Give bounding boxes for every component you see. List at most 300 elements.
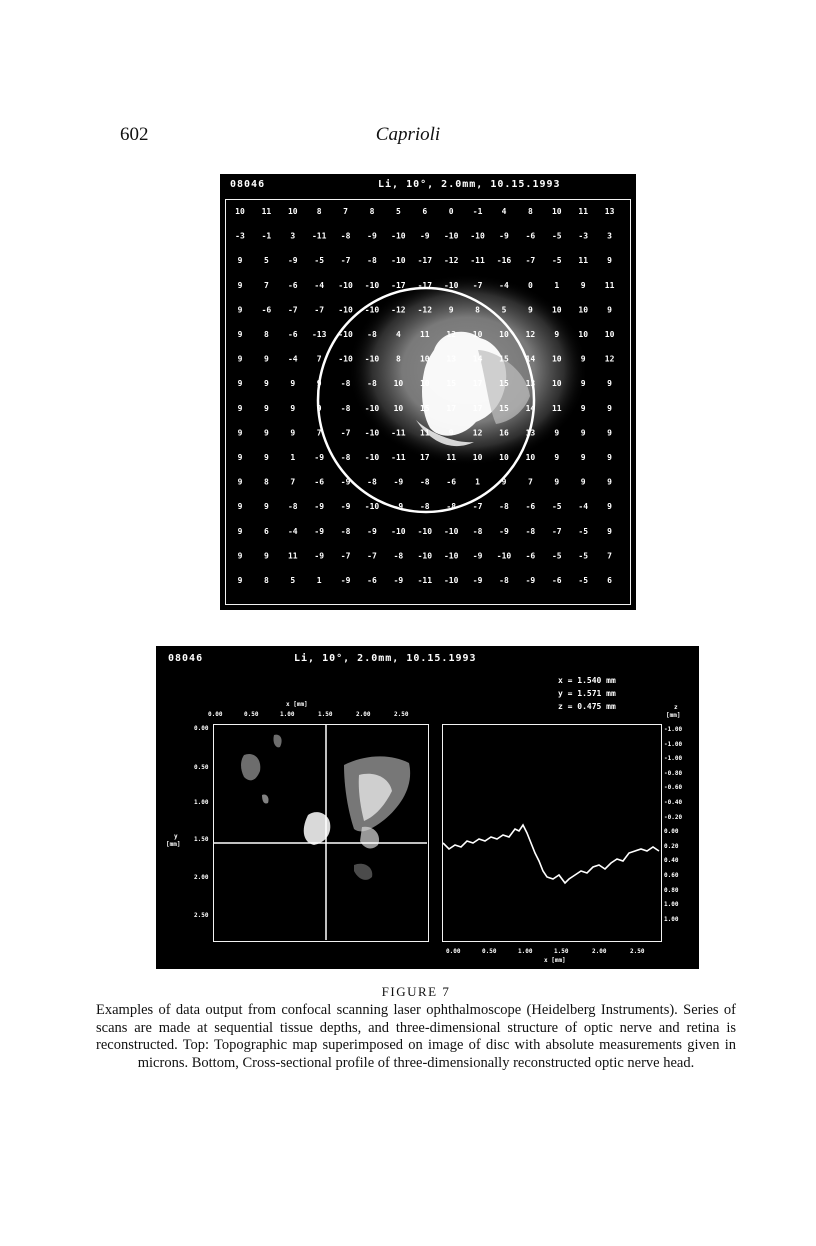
grid-value: 3 <box>290 231 296 241</box>
image-y-tick: 2.00 <box>194 874 209 881</box>
grid-value: 8 <box>316 207 322 216</box>
grid-value: 11 <box>261 207 272 216</box>
grid-value: 8 <box>263 330 269 339</box>
grid-value: 9 <box>263 502 269 512</box>
profile-x-tick: 1.00 <box>518 948 533 955</box>
grid-value: 7 <box>607 551 613 561</box>
z-tick: -1.00 <box>664 755 683 763</box>
grid-value: -9 <box>499 231 509 241</box>
topographic-map-figure <box>220 174 636 610</box>
grid-value: 10 <box>472 453 483 462</box>
grid-value: 11 <box>578 256 589 266</box>
readout-z: z = 0.475 mm <box>558 702 616 711</box>
image-x-tick: 1.00 <box>280 711 295 718</box>
grid-value: -11 <box>391 453 406 462</box>
grid-value: 11 <box>419 330 430 339</box>
grid-value: 9 <box>607 256 613 266</box>
grid-value: -10 <box>364 453 380 462</box>
profile-x-tick: 0.00 <box>446 948 461 955</box>
grid-value: 6 <box>607 576 613 585</box>
grid-value: 1 <box>290 453 296 462</box>
grid-value: -10 <box>443 551 459 561</box>
grid-value: -9 <box>393 477 404 487</box>
grid-value: 9 <box>607 477 613 487</box>
grid-value: 12 <box>525 330 536 339</box>
grid-value: -9 <box>314 502 325 512</box>
image-y-tick: 0.50 <box>194 764 209 771</box>
grid-value: 9 <box>448 428 454 438</box>
grid-value: 9 <box>580 379 586 389</box>
grid-value: -10 <box>391 526 406 536</box>
grid-value: -6 <box>367 576 377 585</box>
z-tick: -1.00 <box>664 740 683 748</box>
grid-value: -10 <box>443 280 459 290</box>
grid-value: 10 <box>499 453 509 462</box>
figure-caption <box>96 984 736 1072</box>
grid-value: -8 <box>393 551 404 561</box>
grid-value: 7 <box>316 428 322 438</box>
image-y-tick: 1.00 <box>194 799 209 806</box>
grid-value: 3 <box>607 231 613 241</box>
z-tick: 0.40 <box>664 857 679 865</box>
grid-value: -11 <box>417 576 433 585</box>
profile-x-axis-label: x [mm] <box>544 957 566 964</box>
grid-value: -9 <box>472 576 483 585</box>
grid-value: 10 <box>235 207 245 216</box>
grid-value: 9 <box>237 403 243 413</box>
grid-value: -5 <box>578 551 589 561</box>
grid-value: 9 <box>316 403 322 413</box>
grid-value: 13 <box>525 428 536 438</box>
image-y-axis-unit: [mm] <box>166 841 181 848</box>
grid-value: 17 <box>446 403 457 413</box>
grid-value: 11 <box>287 551 298 561</box>
grid-value: -9 <box>340 576 351 585</box>
grid-value: -7 <box>340 256 351 266</box>
grid-value: 10 <box>393 403 404 413</box>
profile-x-tick: 0.50 <box>482 948 497 955</box>
grid-value: 12 <box>446 330 457 339</box>
grid-value: 5 <box>501 305 507 315</box>
grid-value: -8 <box>499 502 509 512</box>
grid-value: -9 <box>419 231 430 241</box>
grid-value: 14 <box>525 354 536 364</box>
grid-value: 10 <box>287 207 298 216</box>
grid-value: -8 <box>419 477 430 487</box>
grid-value: -10 <box>417 526 433 536</box>
grid-value: -10 <box>470 231 485 241</box>
grid-value: -10 <box>391 256 406 266</box>
z-tick: 1.00 <box>664 915 679 923</box>
grid-value: -9 <box>367 526 377 536</box>
grid-value: 9 <box>607 305 613 315</box>
grid-value: 9 <box>607 403 613 413</box>
grid-value: -10 <box>391 231 406 241</box>
grid-value: 15 <box>419 403 430 413</box>
grid-value: -9 <box>393 576 404 585</box>
grid-value: -6 <box>287 330 298 339</box>
grid-value: -10 <box>338 354 353 364</box>
profile-panel <box>442 724 662 942</box>
grid-value: 9 <box>290 403 296 413</box>
reflectance-image <box>214 725 427 940</box>
grid-value: 10 <box>551 305 562 315</box>
grid-value: 9 <box>237 576 243 585</box>
grid-value: 9 <box>607 502 613 512</box>
grid-value: 11 <box>551 403 562 413</box>
grid-value: -5 <box>551 256 562 266</box>
grid-value: 10 <box>499 330 509 339</box>
grid-value: -5 <box>551 231 562 241</box>
page-number: 602 <box>120 124 149 145</box>
grid-value: 0 <box>448 207 454 216</box>
grid-value: -11 <box>391 428 406 438</box>
grid-value: -7 <box>287 305 298 315</box>
grid-value: 6 <box>422 207 428 216</box>
cross-section-profile <box>443 725 660 940</box>
grid-value: 10 <box>578 305 589 315</box>
profile-x-tick: 2.00 <box>592 948 607 955</box>
grid-value: 5 <box>263 256 269 266</box>
grid-value: -17 <box>417 256 433 266</box>
grid-value: -3 <box>578 231 589 241</box>
grid-value: 1 <box>475 477 481 487</box>
grid-value: 4 <box>501 207 507 216</box>
grid-value: 9 <box>580 428 586 438</box>
grid-value: -12 <box>391 305 406 315</box>
image-x-tick: 2.50 <box>394 711 409 718</box>
z-tick: -0.40 <box>664 799 683 806</box>
grid-value: 10 <box>604 330 615 339</box>
grid-value: 9 <box>580 354 586 364</box>
grid-value: -6 <box>287 280 298 290</box>
image-y-tick: 2.50 <box>194 912 209 919</box>
image-x-axis-label: x [mm] <box>286 701 308 708</box>
grid-value: 9 <box>263 354 269 364</box>
grid-value: 9 <box>501 477 507 487</box>
grid-value: 9 <box>316 379 322 389</box>
grid-value: 1 <box>554 280 560 290</box>
z-tick: -1.00 <box>664 726 683 733</box>
grid-value: 9 <box>237 453 243 462</box>
grid-value: 8 <box>263 477 269 487</box>
grid-value: 1 <box>316 576 322 585</box>
grid-value: 13 <box>604 207 615 216</box>
grid-value: 9 <box>580 477 586 487</box>
grid-value: -10 <box>443 526 459 536</box>
grid-value: 9 <box>237 526 243 536</box>
grid-value: 9 <box>607 453 613 462</box>
grid-value: 10 <box>419 354 430 364</box>
grid-value: 14 <box>525 403 536 413</box>
grid-value: -8 <box>499 576 509 585</box>
grid-value: 10 <box>472 330 483 339</box>
grid-value: 9 <box>237 477 243 487</box>
grid-value: -9 <box>314 453 325 462</box>
grid-value: -7 <box>472 502 483 512</box>
grid-value: -7 <box>340 428 351 438</box>
grid-value: 10 <box>551 354 562 364</box>
grid-value: 9 <box>607 379 613 389</box>
grid-value: 7 <box>290 477 296 487</box>
z-tick: 1.00 <box>664 901 679 909</box>
grid-value: 9 <box>263 453 269 462</box>
reflectance-image-panel <box>213 724 429 942</box>
grid-value: 9 <box>263 379 269 389</box>
grid-value: -8 <box>340 453 351 462</box>
grid-value: 11 <box>578 207 589 216</box>
figure-top-meta: Li, 10°, 2.0mm, 10.15.1993 <box>378 179 561 190</box>
grid-value: -10 <box>338 280 353 290</box>
grid-value: 10 <box>551 379 562 389</box>
grid-value: -9 <box>525 576 536 585</box>
grid-value: -5 <box>578 576 589 585</box>
grid-value: -7 <box>340 551 351 561</box>
grid-value: -1 <box>472 207 483 216</box>
grid-value: -6 <box>525 551 536 561</box>
grid-value: -10 <box>338 330 353 339</box>
image-y-tick: 0.00 <box>194 725 209 732</box>
grid-value: -4 <box>287 526 298 536</box>
grid-value: -10 <box>364 428 380 438</box>
grid-value: 9 <box>263 428 269 438</box>
grid-value: -8 <box>367 330 377 339</box>
grid-value: 14 <box>472 354 483 364</box>
grid-value: -11 <box>470 256 485 266</box>
grid-value: -8 <box>340 403 351 413</box>
grid-value: -9 <box>393 502 404 512</box>
profile-x-tick: 1.50 <box>554 948 569 955</box>
grid-value: -5 <box>551 502 562 512</box>
grid-value: 9 <box>448 305 454 315</box>
grid-value: 9 <box>554 428 560 438</box>
image-y-tick: 1.50 <box>194 836 209 843</box>
grid-value: -10 <box>443 231 459 241</box>
z-tick: 0.60 <box>664 872 679 879</box>
grid-value: 17 <box>472 403 483 413</box>
image-x-tick: 0.00 <box>208 711 223 718</box>
grid-value: -10 <box>364 403 380 413</box>
grid-value: -5 <box>314 256 325 266</box>
grid-value: -8 <box>367 256 377 266</box>
grid-value: 9 <box>527 305 533 315</box>
grid-value: 9 <box>237 354 243 364</box>
grid-value: 9 <box>580 280 586 290</box>
grid-value: -7 <box>525 256 536 266</box>
figure-label: FIGURE 7 <box>381 984 451 999</box>
grid-value: -8 <box>367 379 377 389</box>
disc-bright-region <box>348 274 588 466</box>
running-head <box>0 124 816 148</box>
z-tick: -0.20 <box>664 813 683 821</box>
z-tick: -0.60 <box>664 784 683 792</box>
grid-value: -9 <box>314 526 325 536</box>
grid-value: 12 <box>472 428 483 438</box>
grid-value: 9 <box>237 256 243 266</box>
grid-value: 9 <box>237 502 243 512</box>
grid-value: -9 <box>340 502 351 512</box>
z-tick: 0.80 <box>664 886 679 894</box>
grid-value: -8 <box>340 526 351 536</box>
grid-value: 9 <box>237 280 243 290</box>
topographic-map-image <box>226 200 629 603</box>
grid-value: 9 <box>290 428 296 438</box>
grid-value: -3 <box>235 231 245 241</box>
cross-section-figure <box>156 646 699 969</box>
grid-value: -6 <box>446 477 457 487</box>
grid-value: 9 <box>607 526 613 536</box>
grid-value: 8 <box>527 207 533 216</box>
grid-value: 15 <box>446 379 457 389</box>
z-tick: 0.00 <box>664 828 679 836</box>
z-tick: -0.80 <box>664 769 683 777</box>
grid-value: 15 <box>499 379 509 389</box>
grid-value: -7 <box>367 551 377 561</box>
grid-value: -16 <box>496 256 512 266</box>
figure-top-id: 08046 <box>230 179 266 190</box>
grid-value: -4 <box>314 280 325 290</box>
grid-value: 11 <box>419 428 430 438</box>
grid-value: 13 <box>525 379 536 389</box>
grid-value: -12 <box>417 305 433 315</box>
image-y-axis-label: y <box>174 833 178 840</box>
grid-value: -7 <box>472 280 483 290</box>
image-x-tick: 2.00 <box>356 711 371 718</box>
profile-x-tick: 2.50 <box>630 948 645 955</box>
grid-value: 5 <box>395 207 401 216</box>
topographic-map-panel <box>225 199 631 605</box>
grid-value: 9 <box>237 428 243 438</box>
grid-value: 9 <box>237 379 243 389</box>
grid-value: 9 <box>263 403 269 413</box>
grid-value: 9 <box>554 330 560 339</box>
grid-value: -8 <box>287 502 298 512</box>
grid-value: -4 <box>499 280 509 290</box>
grid-value: -6 <box>525 502 536 512</box>
grid-value: 13 <box>446 354 457 364</box>
grid-value: -9 <box>367 231 377 241</box>
grid-value: 9 <box>237 305 243 315</box>
grid-value: 17 <box>419 453 430 462</box>
grid-value: 8 <box>395 354 401 364</box>
grid-value: 9 <box>580 403 586 413</box>
grid-value: -12 <box>443 256 459 266</box>
grid-value: 9 <box>580 453 586 462</box>
grid-value: -10 <box>496 551 512 561</box>
grid-value: 7 <box>316 354 322 364</box>
grid-value: 9 <box>554 453 560 462</box>
readout-y: y = 1.571 mm <box>558 689 616 698</box>
grid-value: 8 <box>369 207 375 216</box>
grid-value: 10 <box>578 330 589 339</box>
grid-value: -8 <box>340 231 351 241</box>
grid-value: 11 <box>604 280 615 290</box>
grid-value: 9 <box>237 330 243 339</box>
readout-x: x = 1.540 mm <box>558 676 616 685</box>
grid-value: -11 <box>311 231 327 241</box>
grid-value: -10 <box>443 576 459 585</box>
grid-value: -7 <box>551 526 562 536</box>
caption-text: Examples of data output from confocal scanning laser ophthalmoscope (Heidelberg Instruments). Series of scans are made at sequential tissue depths, and three-dimensional structure of optic nerve and retina is reconstructed. Top: Topographic map superimposed on image of disc with absolute measurements given in microns. Bottom, Cross-sectional profile of three-dimensionally reconstructed optic nerve head. <box>96 1002 736 1071</box>
grid-value: 8 <box>263 576 269 585</box>
grid-value: -9 <box>340 477 351 487</box>
z-axis-unit: [mm] <box>666 712 681 719</box>
z-axis-label: z <box>674 704 678 711</box>
grid-value: 0 <box>527 280 533 290</box>
grid-value: 11 <box>446 453 457 462</box>
grid-value: 16 <box>499 428 509 438</box>
grid-value: -8 <box>446 502 457 512</box>
grid-value: -8 <box>472 526 483 536</box>
grid-value: 7 <box>263 280 269 290</box>
grid-value: -7 <box>314 305 325 315</box>
grid-value: 12 <box>604 354 615 364</box>
grid-value: 9 <box>237 551 243 561</box>
grid-value: 9 <box>290 379 296 389</box>
figure-bottom-id: 08046 <box>168 653 204 664</box>
grid-value: 9 <box>607 428 613 438</box>
grid-value: -6 <box>314 477 325 487</box>
grid-value: -8 <box>525 526 536 536</box>
grid-value: -6 <box>525 231 536 241</box>
running-title: Caprioli <box>375 124 441 145</box>
grid-value: -5 <box>578 526 589 536</box>
grid-value: 4 <box>395 330 401 339</box>
grid-value: 9 <box>263 551 269 561</box>
grid-value: 15 <box>499 403 509 413</box>
image-x-tick: 1.50 <box>318 711 333 718</box>
grid-value: -17 <box>417 280 433 290</box>
grid-value: 15 <box>499 354 509 364</box>
grid-value: -4 <box>578 502 589 512</box>
grid-value: -6 <box>261 305 272 315</box>
image-x-tick: 0.50 <box>244 711 259 718</box>
grid-value: 6 <box>263 526 269 536</box>
grid-value: -10 <box>364 280 380 290</box>
grid-value: -17 <box>391 280 406 290</box>
grid-value: 5 <box>290 576 296 585</box>
grid-value: -9 <box>287 256 298 266</box>
grid-value: 8 <box>475 305 481 315</box>
grid-value: 17 <box>472 379 483 389</box>
grid-value: 10 <box>419 379 430 389</box>
figure-bottom-meta: Li, 10°, 2.0mm, 10.15.1993 <box>294 653 477 664</box>
grid-value: -13 <box>311 330 327 339</box>
grid-value: -5 <box>551 551 562 561</box>
grid-value: 10 <box>525 453 536 462</box>
grid-value: -9 <box>314 551 325 561</box>
grid-value: 9 <box>554 477 560 487</box>
grid-value: -8 <box>367 477 377 487</box>
grid-value: -10 <box>364 305 380 315</box>
grid-value: 10 <box>551 207 562 216</box>
grid-value: -1 <box>261 231 272 241</box>
grid-value: -8 <box>340 379 351 389</box>
grid-value: -4 <box>287 354 298 364</box>
grid-value: -10 <box>364 502 380 512</box>
grid-value: 7 <box>343 207 349 216</box>
grid-value: -10 <box>338 305 353 315</box>
grid-value: -9 <box>499 526 509 536</box>
grid-value: -10 <box>417 551 433 561</box>
z-tick: 0.20 <box>664 842 679 850</box>
grid-value: -10 <box>364 354 380 364</box>
grid-value: -8 <box>419 502 430 512</box>
grid-value: 10 <box>393 379 404 389</box>
grid-value: -9 <box>472 551 483 561</box>
grid-value: -6 <box>551 576 562 585</box>
grid-value: 7 <box>527 477 533 487</box>
